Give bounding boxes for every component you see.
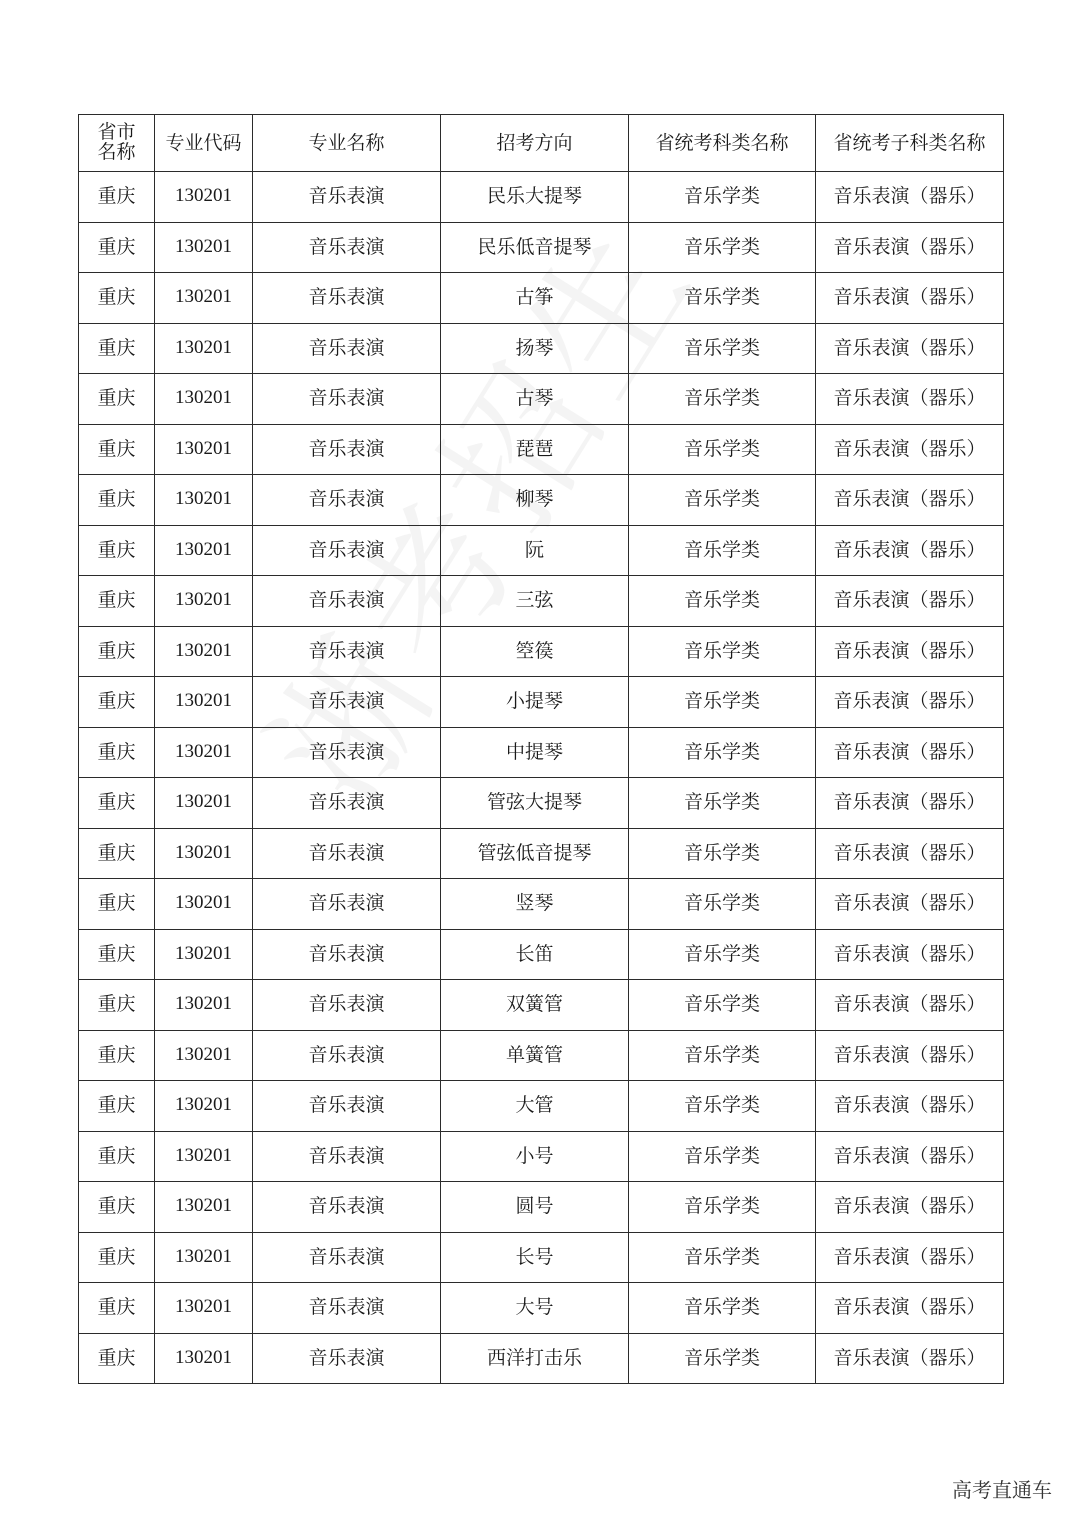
cell-major: 音乐表演 bbox=[253, 677, 441, 728]
cell-code: 130201 bbox=[155, 323, 253, 374]
cell-major: 音乐表演 bbox=[253, 273, 441, 324]
cell-category: 音乐学类 bbox=[629, 323, 816, 374]
cell-code: 130201 bbox=[155, 1333, 253, 1384]
cell-province: 重庆 bbox=[79, 1182, 155, 1233]
cell-code: 130201 bbox=[155, 929, 253, 980]
cell-code: 130201 bbox=[155, 879, 253, 930]
cell-major: 音乐表演 bbox=[253, 1182, 441, 1233]
header-category: 省统考科类名称 bbox=[629, 115, 816, 172]
cell-code: 130201 bbox=[155, 424, 253, 475]
cell-code: 130201 bbox=[155, 727, 253, 778]
cell-code: 130201 bbox=[155, 172, 253, 223]
cell-province: 重庆 bbox=[79, 374, 155, 425]
cell-direction: 管弦大提琴 bbox=[441, 778, 629, 829]
cell-category: 音乐学类 bbox=[629, 1232, 816, 1283]
cell-subcategory: 音乐表演（器乐） bbox=[816, 424, 1004, 475]
cell-direction: 古筝 bbox=[441, 273, 629, 324]
table-row bbox=[79, 424, 1004, 475]
cell-code: 130201 bbox=[155, 374, 253, 425]
cell-province: 重庆 bbox=[79, 323, 155, 374]
table-row bbox=[79, 374, 1004, 425]
cell-direction: 单簧管 bbox=[441, 1030, 629, 1081]
cell-subcategory: 音乐表演（器乐） bbox=[816, 727, 1004, 778]
cell-province: 重庆 bbox=[79, 1030, 155, 1081]
table-row bbox=[79, 879, 1004, 930]
cell-direction: 竖琴 bbox=[441, 879, 629, 930]
cell-subcategory: 音乐表演（器乐） bbox=[816, 879, 1004, 930]
cell-subcategory: 音乐表演（器乐） bbox=[816, 323, 1004, 374]
table-row bbox=[79, 475, 1004, 526]
cell-direction: 中提琴 bbox=[441, 727, 629, 778]
table-row bbox=[79, 172, 1004, 223]
cell-direction: 大号 bbox=[441, 1283, 629, 1334]
cell-direction: 民乐低音提琴 bbox=[441, 222, 629, 273]
cell-subcategory: 音乐表演（器乐） bbox=[816, 677, 1004, 728]
cell-province: 重庆 bbox=[79, 1131, 155, 1182]
cell-category: 音乐学类 bbox=[629, 677, 816, 728]
cell-code: 130201 bbox=[155, 1081, 253, 1132]
cell-category: 音乐学类 bbox=[629, 778, 816, 829]
table-row bbox=[79, 525, 1004, 576]
table-row bbox=[79, 273, 1004, 324]
cell-province: 重庆 bbox=[79, 929, 155, 980]
cell-major: 音乐表演 bbox=[253, 576, 441, 627]
cell-province: 重庆 bbox=[79, 1333, 155, 1384]
cell-category: 音乐学类 bbox=[629, 879, 816, 930]
table-row bbox=[79, 980, 1004, 1031]
cell-major: 音乐表演 bbox=[253, 323, 441, 374]
cell-code: 130201 bbox=[155, 273, 253, 324]
cell-category: 音乐学类 bbox=[629, 626, 816, 677]
cell-major: 音乐表演 bbox=[253, 1333, 441, 1384]
cell-category: 音乐学类 bbox=[629, 525, 816, 576]
cell-category: 音乐学类 bbox=[629, 727, 816, 778]
cell-province: 重庆 bbox=[79, 576, 155, 627]
cell-major: 音乐表演 bbox=[253, 1030, 441, 1081]
cell-code: 130201 bbox=[155, 1030, 253, 1081]
cell-province: 重庆 bbox=[79, 1283, 155, 1334]
cell-category: 音乐学类 bbox=[629, 1081, 816, 1132]
cell-direction: 西洋打击乐 bbox=[441, 1333, 629, 1384]
cell-major: 音乐表演 bbox=[253, 778, 441, 829]
cell-code: 130201 bbox=[155, 222, 253, 273]
cell-direction: 扬琴 bbox=[441, 323, 629, 374]
footer-brand: 高考直通车 bbox=[952, 1478, 1052, 1502]
cell-direction: 长号 bbox=[441, 1232, 629, 1283]
cell-subcategory: 音乐表演（器乐） bbox=[816, 626, 1004, 677]
cell-subcategory: 音乐表演（器乐） bbox=[816, 172, 1004, 223]
cell-subcategory: 音乐表演（器乐） bbox=[816, 1182, 1004, 1233]
cell-province: 重庆 bbox=[79, 525, 155, 576]
cell-code: 130201 bbox=[155, 1131, 253, 1182]
table-row bbox=[79, 323, 1004, 374]
cell-code: 130201 bbox=[155, 576, 253, 627]
cell-major: 音乐表演 bbox=[253, 424, 441, 475]
cell-province: 重庆 bbox=[79, 778, 155, 829]
header-major: 专业名称 bbox=[253, 115, 441, 172]
cell-code: 130201 bbox=[155, 980, 253, 1031]
cell-category: 音乐学类 bbox=[629, 424, 816, 475]
table-row bbox=[79, 626, 1004, 677]
cell-direction: 古琴 bbox=[441, 374, 629, 425]
cell-province: 重庆 bbox=[79, 424, 155, 475]
table-row bbox=[79, 1232, 1004, 1283]
table-row bbox=[79, 1081, 1004, 1132]
cell-category: 音乐学类 bbox=[629, 1333, 816, 1384]
table-row bbox=[79, 1030, 1004, 1081]
header-province: 省市 名称 bbox=[79, 115, 155, 172]
cell-major: 音乐表演 bbox=[253, 879, 441, 930]
cell-subcategory: 音乐表演（器乐） bbox=[816, 1131, 1004, 1182]
table-row bbox=[79, 727, 1004, 778]
table-row bbox=[79, 1131, 1004, 1182]
cell-major: 音乐表演 bbox=[253, 1131, 441, 1182]
table-row bbox=[79, 1283, 1004, 1334]
header-code: 专业代码 bbox=[155, 115, 253, 172]
table-row bbox=[79, 677, 1004, 728]
cell-code: 130201 bbox=[155, 475, 253, 526]
table-row bbox=[79, 778, 1004, 829]
cell-code: 130201 bbox=[155, 525, 253, 576]
table-row bbox=[79, 828, 1004, 879]
cell-province: 重庆 bbox=[79, 475, 155, 526]
cell-subcategory: 音乐表演（器乐） bbox=[816, 1081, 1004, 1132]
cell-category: 音乐学类 bbox=[629, 929, 816, 980]
cell-code: 130201 bbox=[155, 626, 253, 677]
cell-direction: 圆号 bbox=[441, 1182, 629, 1233]
cell-province: 重庆 bbox=[79, 879, 155, 930]
cell-category: 音乐学类 bbox=[629, 1131, 816, 1182]
cell-category: 音乐学类 bbox=[629, 576, 816, 627]
cell-direction: 双簧管 bbox=[441, 980, 629, 1031]
cell-code: 130201 bbox=[155, 778, 253, 829]
cell-category: 音乐学类 bbox=[629, 1030, 816, 1081]
cell-subcategory: 音乐表演（器乐） bbox=[816, 1283, 1004, 1334]
cell-major: 音乐表演 bbox=[253, 727, 441, 778]
cell-province: 重庆 bbox=[79, 727, 155, 778]
enrollment-table bbox=[78, 114, 1004, 1384]
cell-direction: 大管 bbox=[441, 1081, 629, 1132]
cell-major: 音乐表演 bbox=[253, 222, 441, 273]
header-direction: 招考方向 bbox=[441, 115, 629, 172]
cell-category: 音乐学类 bbox=[629, 1182, 816, 1233]
header-subcategory: 省统考子科类名称 bbox=[816, 115, 1004, 172]
cell-subcategory: 音乐表演（器乐） bbox=[816, 475, 1004, 526]
cell-subcategory: 音乐表演（器乐） bbox=[816, 576, 1004, 627]
cell-category: 音乐学类 bbox=[629, 273, 816, 324]
cell-province: 重庆 bbox=[79, 1232, 155, 1283]
cell-subcategory: 音乐表演（器乐） bbox=[816, 929, 1004, 980]
cell-province: 重庆 bbox=[79, 1081, 155, 1132]
cell-code: 130201 bbox=[155, 677, 253, 728]
cell-major: 音乐表演 bbox=[253, 525, 441, 576]
cell-code: 130201 bbox=[155, 1182, 253, 1233]
cell-province: 重庆 bbox=[79, 677, 155, 728]
cell-category: 音乐学类 bbox=[629, 475, 816, 526]
table-row bbox=[79, 1333, 1004, 1384]
cell-direction: 管弦低音提琴 bbox=[441, 828, 629, 879]
cell-major: 音乐表演 bbox=[253, 1232, 441, 1283]
cell-direction: 小号 bbox=[441, 1131, 629, 1182]
cell-province: 重庆 bbox=[79, 980, 155, 1031]
table-body bbox=[79, 172, 1004, 1384]
table-row bbox=[79, 576, 1004, 627]
cell-subcategory: 音乐表演（器乐） bbox=[816, 1333, 1004, 1384]
cell-province: 重庆 bbox=[79, 626, 155, 677]
cell-category: 音乐学类 bbox=[629, 374, 816, 425]
cell-province: 重庆 bbox=[79, 828, 155, 879]
cell-major: 音乐表演 bbox=[253, 626, 441, 677]
cell-category: 音乐学类 bbox=[629, 1283, 816, 1334]
cell-province: 重庆 bbox=[79, 273, 155, 324]
cell-major: 音乐表演 bbox=[253, 374, 441, 425]
cell-subcategory: 音乐表演（器乐） bbox=[816, 374, 1004, 425]
cell-subcategory: 音乐表演（器乐） bbox=[816, 1232, 1004, 1283]
cell-category: 音乐学类 bbox=[629, 980, 816, 1031]
cell-subcategory: 音乐表演（器乐） bbox=[816, 778, 1004, 829]
cell-major: 音乐表演 bbox=[253, 172, 441, 223]
cell-code: 130201 bbox=[155, 1283, 253, 1334]
cell-subcategory: 音乐表演（器乐） bbox=[816, 980, 1004, 1031]
cell-major: 音乐表演 bbox=[253, 1081, 441, 1132]
table-header-row bbox=[79, 115, 1004, 172]
table-row bbox=[79, 929, 1004, 980]
cell-major: 音乐表演 bbox=[253, 828, 441, 879]
cell-code: 130201 bbox=[155, 1232, 253, 1283]
cell-direction: 箜篌 bbox=[441, 626, 629, 677]
cell-subcategory: 音乐表演（器乐） bbox=[816, 828, 1004, 879]
cell-subcategory: 音乐表演（器乐） bbox=[816, 1030, 1004, 1081]
cell-major: 音乐表演 bbox=[253, 1283, 441, 1334]
cell-direction: 民乐大提琴 bbox=[441, 172, 629, 223]
cell-code: 130201 bbox=[155, 828, 253, 879]
cell-direction: 小提琴 bbox=[441, 677, 629, 728]
table-row bbox=[79, 222, 1004, 273]
cell-direction: 柳琴 bbox=[441, 475, 629, 526]
cell-major: 音乐表演 bbox=[253, 980, 441, 1031]
cell-direction: 长笛 bbox=[441, 929, 629, 980]
cell-major: 音乐表演 bbox=[253, 929, 441, 980]
cell-subcategory: 音乐表演（器乐） bbox=[816, 273, 1004, 324]
cell-province: 重庆 bbox=[79, 222, 155, 273]
cell-direction: 琵琶 bbox=[441, 424, 629, 475]
cell-category: 音乐学类 bbox=[629, 172, 816, 223]
cell-category: 音乐学类 bbox=[629, 222, 816, 273]
cell-subcategory: 音乐表演（器乐） bbox=[816, 222, 1004, 273]
cell-direction: 三弦 bbox=[441, 576, 629, 627]
cell-major: 音乐表演 bbox=[253, 475, 441, 526]
cell-subcategory: 音乐表演（器乐） bbox=[816, 525, 1004, 576]
cell-direction: 阮 bbox=[441, 525, 629, 576]
cell-province: 重庆 bbox=[79, 172, 155, 223]
cell-category: 音乐学类 bbox=[629, 828, 816, 879]
table-row bbox=[79, 1182, 1004, 1233]
